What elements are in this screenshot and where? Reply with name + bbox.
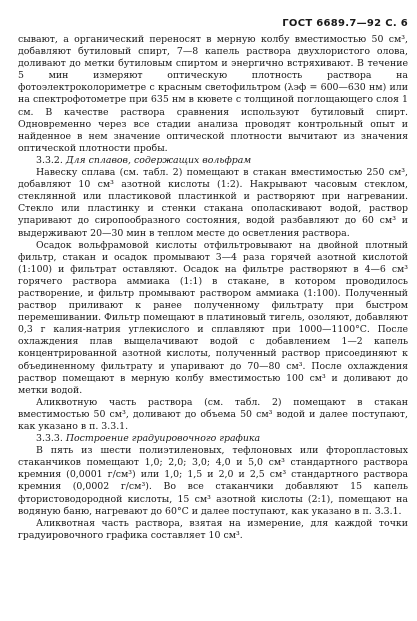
paragraph-calibration-standards: В пять из шести полиэтиленовых, тефлоновых или фторопластовых стаканчиков помещают 1,0; 2,0; 3,0; 4,0 и 5,0 см³ стандартного раствора кремния (0,0001 г/см³) или 1,0; 1,5 и 2,0 и 2,5 см³ стандартного раствора кремния (0,0002 г/см³). Во все стаканчики добавляют 15 капель фтористоводородной кислоты, 15 см³ азотной кислоты (2:1), помещают на водяную баню, нагревают до 60°С и далее поступают, как указано в п. 3.3.1.: [18, 445, 408, 517]
paragraph-tungsten-precipitate: Осадок вольфрамовой кислоты отфильтровывают на двойной плотный фильтр, стакан и осадок промывают 3—4 раза горячей азотной кислотой (1:100) и фильтрат оставляют. Осадок на фильтре растворяют в 4—6 см³ горячего раствора аммиака (1:1) в стакане, в котором проводилось растворение, и фильтр промывают раствором аммиака (1:100). Полученный раствор приливают к ранее полученному фильтрату при быстром перемешивании. Фильтр помещают в платиновый тигель, озоляют, добавляют 0,3 г калия-натрия углекислого и сплавляют при 1000—1100°С. После охлаждения плав выщелачивают водой с добавлением 1—2 капель концентрированной азотной кислоты, полученный раствор присоединяют к объединенному фильтрату и упаривают до 70—80 см³. После охлаждения раствор помещают в мерную колбу вместимостью 100 см³ и доливают до метки водой.: [18, 239, 408, 396]
section-heading-3-3-3: [18, 433, 408, 445]
document-page: [18, 14, 408, 542]
section-number: 3.3.2.: [36, 154, 63, 166]
paragraph-aliquot: Аликвотную часть раствора (см. табл. 2) помещают в стакан вместимостью 50 см³, доливают до объема 50 см³ водой и далее поступают, как указано в п. 3.3.1.: [18, 396, 408, 432]
paragraph-sample-dissolution: Навеску сплава (см. табл. 2) помещают в стакан вместимостью 250 см³, добавляют 10 см³ азотной кислоты (1:2). Накрывают часовым стеклом, стеклянной или пластиковой пластинкой и растворяют при нагревании. Стекло или пластинку и стенки стакана ополаскивают водой, раствор упаривают до сиропообразного состояния, водой разбавляют до 60 см³ и выдерживают 20—30 мин в теплом месте до осветления раствора.: [18, 167, 408, 239]
section-number: 3.3.3.: [36, 433, 63, 445]
section-heading-3-3-2: [18, 155, 408, 167]
paragraph-calibration-aliquot: Аликвотная часть раствора, взятая на измерение, для каждой точки градуировочного графика составляет 10 см³.: [18, 517, 408, 541]
paragraph-continuation: сывают, а органический переносят в мерную колбу вместимостью 50 см³, добавляют бутиловый спирт, 7—8 капель раствора двухлористого олова, доливают до метки бутиловым спиртом и энергично встряхивают. В течение 5 мин измеряют оптическую плотность раствора на фотоэлектроколориметре с красным светофильтром (λэф = 600—630 нм) или на спектрофотометре при 635 нм в кювете с толщиной поглощающего слоя 1 см. В качестве раствора сравнения используют бутиловый спирт. Одновременно через все стадии анализа проводят контрольный опыт и найденное в нем значение оптической плотности вычитают из значения оптической плотности пробы.: [18, 34, 408, 154]
page-header: ГОСТ 6689.7—92 С. 6: [282, 18, 408, 29]
section-title: Построение градуировочного графика: [65, 433, 261, 445]
section-title: Для сплавов, содержащих вольфрам: [65, 154, 252, 166]
